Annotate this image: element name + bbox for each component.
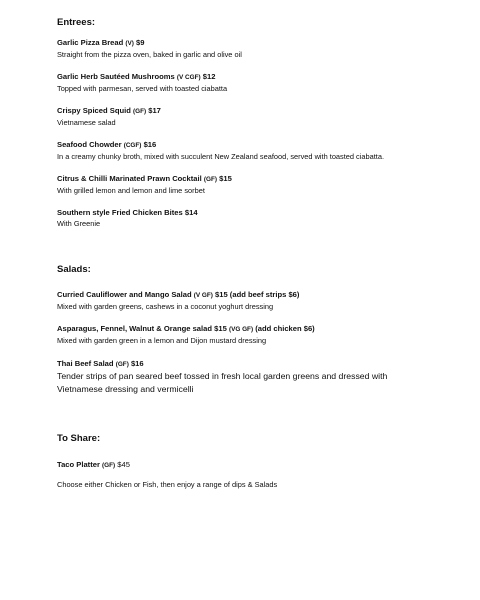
item-price: $15 (add beef strips $6) <box>215 290 300 299</box>
item-name: Thai Beef Salad <box>57 359 114 368</box>
item-tag: (GF) <box>203 176 217 183</box>
menu-item <box>57 139 467 163</box>
item-description: In a creamy chunky broth, mixed with succulent New Zealand seafood, served with toasted ciabatta. <box>57 152 384 161</box>
item-name: Southern style Fried Chicken Bites <box>57 208 183 217</box>
item-description: Choose either Chicken or Fish, then enjoy a range of dips & Salads <box>57 480 278 489</box>
item-tag: (GF) <box>132 108 147 115</box>
section-heading-to-share: To Share: <box>57 433 101 444</box>
item-description: With Greenie <box>57 219 101 228</box>
item-title <box>57 358 467 370</box>
item-price: $45 <box>117 460 130 469</box>
item-title <box>57 289 467 301</box>
item-name: Garlic Pizza Bread <box>57 38 124 47</box>
item-tag: (V) <box>125 40 134 47</box>
item-title <box>57 37 467 49</box>
item-tag: (VG GF) <box>228 326 254 333</box>
menu-item <box>57 459 467 491</box>
menu-item <box>57 71 467 95</box>
item-name: Seafood Chowder <box>57 140 122 149</box>
item-title <box>57 139 467 151</box>
item-price: (add chicken $6) <box>255 324 315 333</box>
item-name: Taco Platter <box>57 460 100 469</box>
item-price-base: $15 <box>214 324 227 333</box>
item-description: Vietnamese salad <box>57 118 116 127</box>
item-price: $15 <box>219 174 232 183</box>
item-title <box>57 173 467 185</box>
menu-item <box>57 105 467 129</box>
item-title <box>57 207 467 218</box>
menu-item <box>57 173 467 197</box>
item-price: $16 <box>130 359 144 368</box>
menu-item <box>57 289 467 313</box>
item-name: Curried Cauliflower and Mango Salad <box>57 290 192 299</box>
item-description: Mixed with garden green in a lemon and Dijon mustard dressing <box>57 336 267 345</box>
item-price: $17 <box>148 106 161 115</box>
item-tag: (GF) <box>102 462 116 469</box>
item-description-line-1: Tender strips of pan seared beef tossed in fresh local garden greens and dressed with <box>57 371 388 381</box>
item-name: Crispy Spiced Squid <box>57 106 131 115</box>
item-tag: (CGF) <box>123 142 142 149</box>
item-tag: (V GF) <box>193 292 213 299</box>
item-title <box>57 71 467 83</box>
menu-item <box>57 207 467 230</box>
item-name: Citrus & Chilli Marinated Prawn Cocktail <box>57 174 202 183</box>
item-title <box>57 323 467 335</box>
item-price: $9 <box>136 38 145 47</box>
item-title <box>57 459 467 471</box>
section-heading-salads: Salads: <box>57 264 91 275</box>
item-description-line-2: Vietnamese dressing and vermicelli <box>57 384 194 394</box>
item-title <box>57 105 467 117</box>
section-heading-entrees: Entrees: <box>57 17 96 28</box>
item-name: Asparagus, Fennel, Walnut & Orange salad <box>57 324 213 333</box>
menu-item <box>57 37 467 61</box>
menu-item <box>57 358 467 396</box>
item-description: Straight from the pizza oven, baked in garlic and olive oil <box>57 50 242 59</box>
item-price: $12 <box>202 72 216 81</box>
item-tag: (GF) <box>115 361 129 368</box>
menu-item <box>57 323 467 347</box>
item-price: $16 <box>143 140 157 149</box>
item-price: $14 <box>184 208 198 217</box>
item-description: Mixed with garden greens, cashews in a coconut yoghurt dressing <box>57 302 274 311</box>
item-description: With grilled lemon and lemon and lime sorbet <box>57 186 205 195</box>
item-tag: (V CGF) <box>176 74 201 81</box>
item-description: Topped with parmesan, served with toasted ciabatta <box>57 84 228 93</box>
item-name: Garlic Herb Sautéed Mushrooms <box>57 72 175 81</box>
